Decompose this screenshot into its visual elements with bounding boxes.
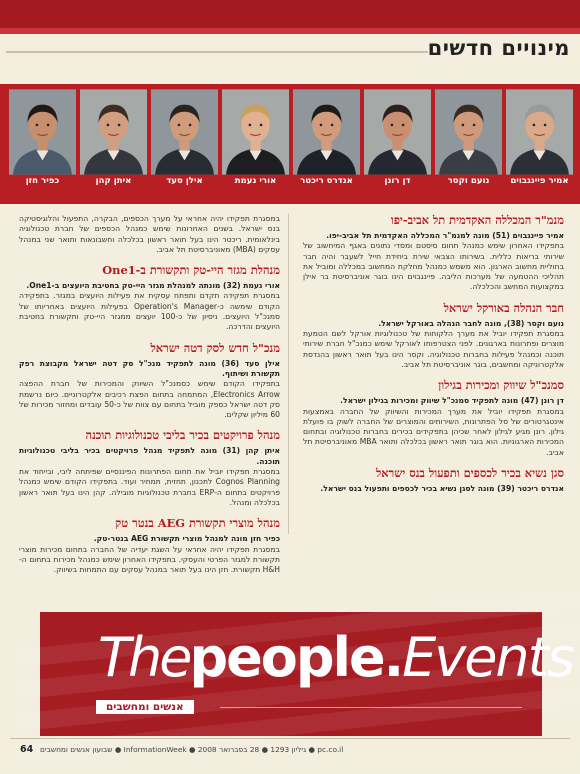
article-body: במסגרת תפקידה תקדם ותפתח עסקית את פעילות היועצים במגזר. בתפקידה הקודם שימשה כ-Operation's Manager בפעילות היועצים באחריותו של סמנכ"ל היועצים. ניסיון של כ-100 יועצים ממגזר היי-טק ותקשורת בחטיבת היועצים והדרכה. [19,291,280,332]
person-card [435,90,502,198]
portrait-photo [364,90,431,174]
article-body: במסגרת תפקידו יוביל את מערך המכירות והשיווק של החברה באמצעות אינטגרטורים של סל הפתרונות, השירותים והמוצרים של החברה לשוק בו פועלת גילון. רונן מגיע לגילון לאחר שכיהן בתפקידים בכירים בחברות טכנולוגיה ובתחום המכירות הארגוניות. הוא בוגר תואר ראשון בכלכלה ותואר MBA מאוניברסיטת תל אביב. [303,406,564,457]
section-title: מינויים חדשים [427,36,570,60]
portrait-photo [9,90,76,174]
person-name: כפיר חזן [25,176,60,186]
article-body: במסגרת תפקידו יוביל את מערך הלקוחות של טכנולוגיות אורקל לשם הטמעת מוצרים ופתרונות בארגונים. לפני הצטרפותו לאורקל שימש כמנכ"ל חברת שירותי תוכנה וכמנהל פעילות בחברות טכנולוגיה. וקסר הינו בעל תואר ראשון בהנדסת אלקטרוניקה ומחשבים, בוגר אוניברסיטת תל אביב. [303,329,564,369]
article-lead: אנדרס ריכטר (39) מונה לסגן נשיא בכיר לכספים ותפעול בנס ישראל. [320,484,564,494]
footer-rule [10,738,570,739]
section-title-row [0,34,580,66]
article-body: במסגרת תפקידו יהיה אחראי על השגת יעדיה של החברה בתחום מכירות מוצרי תקשורת למגזר הפרטי והעסקי. בתפקידו האחרון שימש כמנהל מכירות בתחום ה-H&H תקשורת. חזן הינו בעל תואר במנהל עסקים עם התמחות בשיווק. [19,544,280,575]
person-name: נועם וקסר [447,176,490,186]
article [19,429,280,508]
article [303,379,564,458]
title-rule [6,51,428,53]
person-name: אילן סעד [166,176,203,186]
article-lead: אילן סעד (36) מונה לתפקיד מנכ"ל סק דטה ישראל מקבוצת רפק תקשורת ושיתוף. [19,358,280,378]
article [303,467,564,494]
top-color-band [0,0,580,34]
article-heading: מנמ"ר המכללה האקדמית תל אביב-יפו [390,213,564,227]
article-lead: דן רונן (47) מונה לתפקיד סמנכ"ל שיווק ומכירות בגילון ישראל. [340,396,564,406]
article [303,302,564,370]
person-name: אמיר פיינגבוים [510,176,569,186]
article-heading: מנהל מוצרי תקשורת AEG בנטר טק [115,516,280,531]
article [19,264,280,332]
article-lead: אמיר פיינגבוים (51) מונה למנמ"ר המכללה האקדמית תל אביב-יפו. [326,231,564,240]
article-heading: מנהלת מגזר היי-טק ותקשורת ב-One1 [102,263,280,278]
article-heading: מנכ"ל חדש לסק דטה ישראל [150,340,280,355]
person-card [151,90,218,198]
person-name: דן רונן [384,176,411,186]
article-lead: איתן קהן (31) מונה לתפקיד מנהל פרויקטים בכיר בליבי טכנולוגיות תוכנה. [19,446,280,466]
ad-tagline: אנשים ומחשבים [96,700,194,714]
article-lead: אורי נעמת (32) מונתה למנהלת מגזר היי-טק בחטיבת היועצים ב-One1. [26,281,280,291]
article-lead: כפיר חזן מונה למנהל מוצרי תקשורת AEG בנטר-טק. [93,534,280,544]
logo-the: The [98,626,190,689]
article-heading: סגן נשיא בכיר לכספים ותפעול בנס ישראל [375,466,564,481]
logo-people: people. [189,626,403,689]
column-separator [288,214,289,534]
article-heading: מנהל פרויקטים בכיר בליבי טכנולוגיות תוכנה [85,428,280,443]
page-number: 64 [20,744,34,755]
article-lead: נועם וקסר (38), מונה לחבר הנהלה באורקל ישראל. [378,318,564,328]
events-ad-banner[interactable] [40,612,573,736]
article [19,214,280,255]
article-body: בתפקידו האחרון שימש כמנהל תחום סיסטם ומסדי נתונים באגף המיחשוב של שירותי בריאות כללית. בשירותו הצבאי שירת ביחידת חייל לשעבר והיה חבר בחוליית מחשוב הארגון. הוא משמש כמנהל מחלקת המחשוב במכללה ומוביל את תהליכי ההטמעה של מערכות הליבה. פיינגבוים הינו בוגר אוניברסיטת בר אילן במקצועות המחשב והכלכלה. [303,241,564,292]
portrait-photo [435,90,502,174]
article [303,214,564,293]
ad-rule [220,707,522,708]
person-name: איתן קהן [95,176,132,186]
portrait-photo [506,90,573,174]
article-body: בתפקידו הקודם שימש כסמנכ"ל השיווק והמכירות של חברת ההפצה Electronics Arrow, המתמחה בתחום הפצת רכיבים אלקטרוניים. כיום נרשמת סק דטה ישראל כספק מוביל בתחום עם צוות של כ-50 עובדים ומחזור מכירות של 60 מיליון שקלים. [19,379,281,420]
ad-logo [98,626,573,689]
article-heading: סמנכ"ל שיווק ומכירות בגילון [438,378,564,393]
person-name: אנדרס ריכטר [300,176,353,186]
person-card [9,90,76,198]
person-card [80,90,147,198]
photo-strip [0,84,580,204]
folio-line: שבועון אנשים ומחשבים ● InformationWeek ● גיליון 1293 ● 28 בפברואר 2008 ● pc.co.il [40,745,344,754]
article [19,517,280,575]
person-card [293,90,360,198]
person-card [222,90,289,198]
article-heading: חבר הנהלה באורקל ישראל [443,300,564,315]
article [19,342,280,421]
portrait-photo [80,90,147,174]
page-footer [0,738,580,760]
logo-events: Events [402,626,573,689]
article-column-right [303,214,564,494]
article-column-left [19,214,280,584]
photo-row [9,90,573,198]
article-body: במסגרת תפקידו יוביל את תחום הפתרונות הפיננסיים שפיתחה ליבי, ובייחוד את Cognos Planning לתכנון, תחזית, תמחיר ועוד. בתפקידו הקודם שימש כמנהל פרויקטים בתחום ה-ERP בחברת טכנולוגיות מובילה. קהן הינו בעל תואר ראשון בכלכלה ומנהל. [19,467,280,507]
portrait-photo [293,90,360,174]
person-card [506,90,573,198]
person-card [364,90,431,198]
portrait-photo [222,90,289,174]
portrait-photo [151,90,218,174]
article-body: במסגרת תפקידו יהיה אחראי על מערך הכספים, הבקרה, התפעול והלוגיסטיקה בנס ישראל. בשנים האחרונות שימש כמנהל הכספים של חברת טכנולוגיה בינלאומית. ריכטר הינו בעל תואר ראשון בכלכלה וחשבונאות ותואר שני במנהל עסקים (MBA) מאוניברסיטת תל אביב. [19,214,280,254]
person-name: אורי נעמת [234,176,277,186]
